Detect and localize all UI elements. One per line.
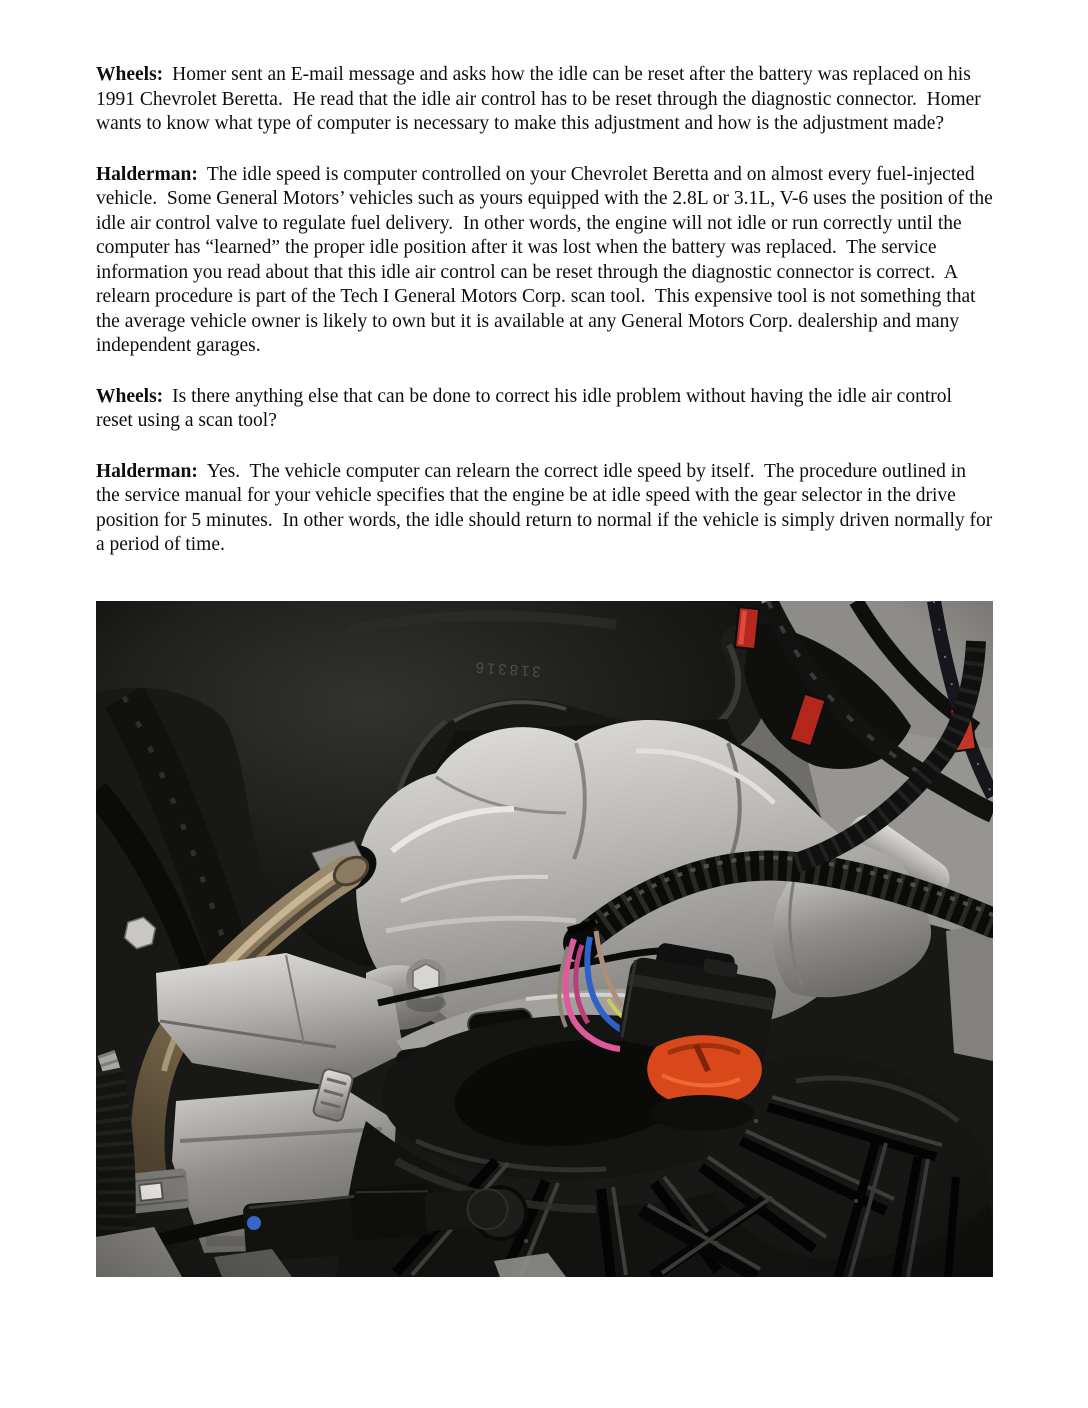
dialogue-text (96, 63, 998, 584)
dialogue-paragraph (96, 163, 998, 359)
paragraph-text: The idle speed is computer controlled on your Chevrolet Beretta and on almost every fuel-injected vehicle. Some General Motors’ vehicles such as yours equipped with the 2.8L or 3.1L, V-6 uses the position of the idle air control valve to regulate fuel delivery. In other words, the engine will not idle or run correctly until the computer has “learned” the proper idle position after it was lost when the battery was replaced. The service information you read about that this idle air control can be reset through the diagnostic connector is correct. A relearn procedure is part of the Tech I General Motors Corp. scan tool. This expensive tool is not something that the average vehicle owner is likely to own but it is available at any General Motors Corp. dealership and many independent garages. (96, 163, 998, 356)
paragraph-text: Yes. The vehicle computer can relearn the correct idle speed by itself. The procedure outlined in the service manual for your vehicle specifies that the engine be at idle speed with the gear selector in the drive position for 5 minutes. In other words, the idle should return to normal if the vehicle is simply driven normally for a period of time. (96, 460, 998, 555)
dialogue-paragraph (96, 460, 998, 558)
photo-vignette (96, 601, 993, 1277)
engine-photo (96, 601, 993, 1277)
speaker-label: Halderman: (96, 460, 198, 482)
dialogue-paragraph (96, 63, 993, 137)
speaker-label: Wheels: (96, 385, 164, 407)
speaker-label: Halderman: (96, 163, 198, 185)
paragraph-text: Is there anything else that can be done to correct his idle problem without having the idle air control reset using a scan tool? (96, 385, 957, 431)
speaker-label: Wheels: (96, 64, 164, 85)
paragraph-text: Homer sent an E-mail message and asks how the idle can be reset after the battery was replaced on his 1991 Chevrolet Beretta. He read that the idle air control has to be reset through the diagnostic connector. Homer wants to know what type of computer is necessary to make this adjustment and how is the adjustment made? (96, 64, 986, 134)
engine-photo-illustration (96, 601, 993, 1277)
dialogue-paragraph (96, 385, 993, 434)
